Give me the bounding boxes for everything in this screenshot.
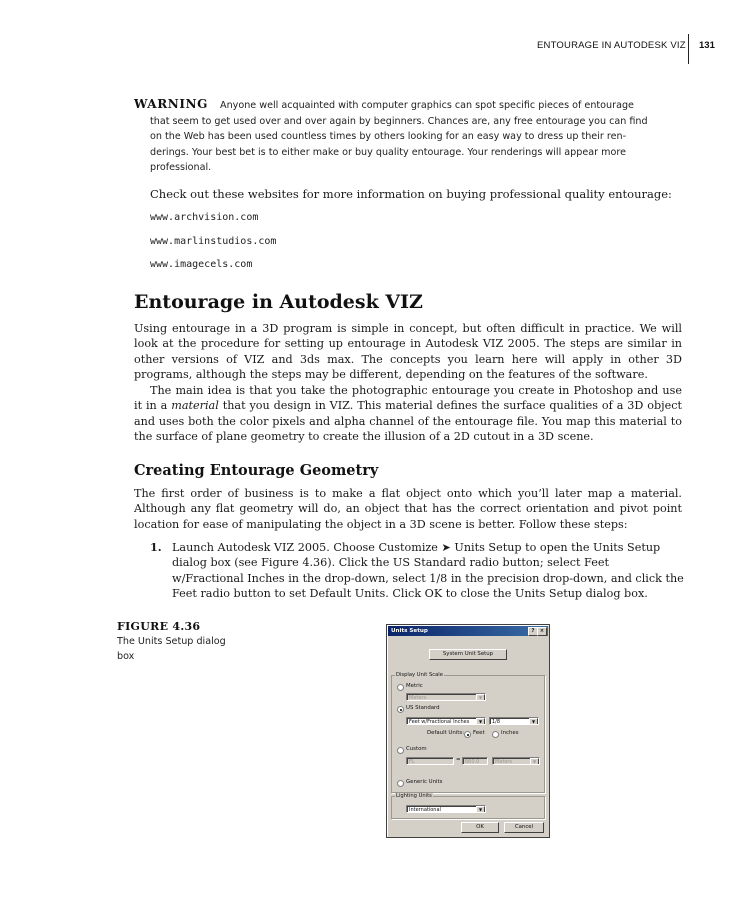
custom-name-field[interactable] [406, 757, 454, 765]
close-button[interactable]: × [537, 627, 547, 636]
metric-units-value: Meters [409, 695, 427, 701]
us-units-value: Feet w/Fractional Inches [409, 719, 470, 725]
metric-radio[interactable] [397, 684, 404, 691]
inches-label: Inches [501, 730, 519, 736]
intro-paragraph: Check out these websites for more information on buying professional quality entourage: [150, 187, 672, 201]
display-unit-scale-label: Display Unit Scale [396, 672, 443, 678]
generic-units-label: Generic Units [406, 779, 443, 785]
custom-radio[interactable] [397, 747, 404, 754]
inches-radio[interactable] [492, 731, 499, 738]
custom-value: 660.0 [465, 759, 480, 765]
lighting-units-value: International [409, 807, 441, 813]
ok-button[interactable]: OK [461, 822, 499, 833]
warning-block [134, 97, 656, 176]
custom-value-field[interactable] [462, 757, 488, 765]
url-marlinstudios: www.marlinstudios.com [150, 236, 277, 247]
dialog-title-bar [388, 626, 548, 636]
warning-label: WARNING [134, 97, 208, 111]
lighting-units-group [391, 793, 545, 819]
chevron-down-icon: ▼ [476, 718, 485, 725]
warning-line: Anyone well acquainted with computer graphics can spot specific pieces of entourage [220, 100, 634, 111]
chevron-down-icon: ▼ [529, 718, 538, 725]
precision-dropdown[interactable] [489, 717, 539, 725]
custom-units-value: Meters [495, 759, 513, 765]
feet-radio[interactable] [464, 731, 471, 738]
custom-label: Custom [406, 746, 427, 752]
step-item [150, 540, 684, 602]
para2-italic-term: material [171, 399, 219, 413]
section-paragraph-1: Using entourage in a 3D program is simple in concept, but often difficult in practice. We will look at the procedure for setting up entourage in Autodesk VIZ 2005. The steps are similar in other versions of VIZ and 3ds max. The concepts you learn here will apply in other 3D programs, although the steps may be different, depending on the features of the software. [134, 322, 682, 382]
chevron-down-icon: ▼ [476, 806, 485, 813]
us-standard-radio[interactable] [397, 706, 404, 713]
warning-line: professional. [150, 162, 212, 173]
figure-caption: The Units Setup dialog box [117, 636, 226, 662]
para2-text-b: that you design in VIZ. This material defines the surface qualities of a 3D object and uses both the color pixels and alpha channel of the entourage file. You map this material to the surface of plane geometry to create the illusion of a 2D cutout in a 3D scene. [134, 399, 682, 444]
warning-line: on the Web has been used countless times by others looking for an easy way to dress up their ren- [150, 131, 627, 142]
chevron-down-icon: ▼ [530, 758, 539, 765]
generic-units-radio[interactable] [397, 780, 404, 787]
default-units-label: Default Units: [427, 730, 465, 736]
warning-line: derings. Your best bet is to either make or buy quality entourage. Your renderings will appear more [150, 146, 626, 158]
warning-line: that seem to get used over and over again by beginners. Chances are, any free entourage you can find [150, 115, 648, 127]
step-text: Launch Autodesk VIZ 2005. Choose Customize ➤ Units Setup to open the Units Setup dialog box (see Figure 4.36). Click the US Standard radio button; select Feet w/Fractional Inches in the drop-down, select 1/8 in the precision drop-down, and click the Feet radio button to set Default Units. Click OK to close the Units Setup dialog box. [172, 541, 684, 601]
us-standard-label: US Standard [406, 705, 440, 711]
header-divider [688, 34, 689, 64]
section-paragraph-2 [134, 383, 682, 445]
step-number: 1. [150, 540, 162, 554]
lighting-units-label: Lighting Units [396, 793, 432, 799]
metric-units-dropdown[interactable] [406, 693, 486, 701]
custom-name-value: FL [409, 759, 415, 765]
help-button[interactable]: ? [528, 627, 538, 636]
para2-text-a: The main idea is that you take the photographic entourage you create in Photoshop and use it in a [134, 384, 682, 413]
units-setup-dialog [386, 624, 550, 838]
subsection-heading: Creating Entourage Geometry [134, 462, 379, 479]
dialog-title: Units Setup [391, 628, 428, 634]
custom-units-dropdown[interactable] [492, 757, 540, 765]
section-heading: Entourage in Autodesk VIZ [134, 291, 423, 313]
feet-label: Feet [473, 730, 485, 736]
url-imagecels: www.imagecels.com [150, 259, 253, 270]
custom-equals: = [456, 757, 461, 763]
lighting-units-dropdown[interactable] [406, 805, 486, 813]
cancel-button[interactable]: Cancel [504, 822, 544, 833]
us-units-dropdown[interactable] [406, 717, 486, 725]
system-unit-setup-button[interactable]: System Unit Setup [429, 649, 507, 660]
subsection-paragraph: The first order of business is to make a flat object onto which you’ll later map a material. Although any flat geometry will do, an object that has the correct orientation and pivot point location for ease of manipulating the object in a 3D scene is better. Follow these steps: [134, 487, 682, 531]
page-number: 131 [699, 40, 715, 51]
metric-label: Metric [406, 683, 423, 689]
display-unit-scale-group [391, 672, 545, 793]
figure-label: FIGURE 4.36 [117, 620, 201, 633]
precision-value: 1/8 [492, 719, 501, 725]
running-head-title: ENTOURAGE IN AUTODESK VIZ [537, 40, 686, 51]
url-archvision: www.archvision.com [150, 212, 259, 223]
chevron-down-icon: ▼ [476, 694, 485, 701]
